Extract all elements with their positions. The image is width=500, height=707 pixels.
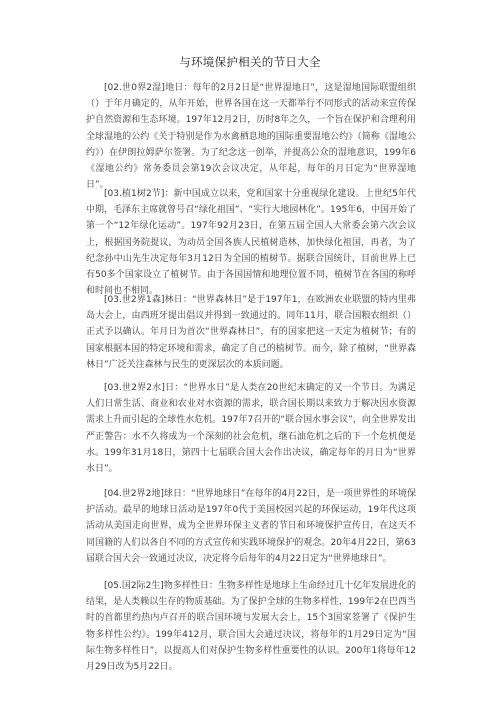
paragraph-water-day: [03.世2界2水]日：“世界水日”是人类在20世纪末确定的又一个节日。为满足人们日常生活、商业和农业对水资源的需求，联合国长期以来致力于解决因水资源需求上升而引起的全球性水危机。197年7召开的“联合国水事会议”，向全世界发出严正警告：水不久将成为一个深刻的社会危机，继石油危机之后的下一个危机便是水。199年31月18日，第四十七届联合国大会作出决议，确定每年的月日为“世界水日”。 [86,383,416,475]
paragraph-wetland-day: [02.世0界2湿]地日：每年的2月2日是“世界湿地日”，这是湿地国际联盟组织（）于年月确定的，从年开始，世界各国在这一天都举行不同形式的活动来宣传保护自然资源和生态环境。197年12月2日，历时8年之久，一个旨在保护和合理利用全球湿地的公约《关于特别是作为水禽栖息地的国际重要湿地公约》（简称《湿地公约》）在伊朗拉姆萨尔签署。为了纪念这一创举，并提高公众的湿地意识，199年6《湿地公约》常务委员会第19次会议决定，从年起，每年的月日定为“世界湿地日”。 [86,83,416,191]
paragraph-tree-planting-day: [03.植1树2节]：新中国成立以来，党和国家十分重视绿化建设。上世纪5年代中期，毛泽东主席就曾号召“绿化祖国”、“实行大地园林化”。195年6，中国开始了第一个“12年绿化运动”。197年92月23日，在第五届全国人大常委会第六次会议上，根据国务院提议，为动员全国各族人民植树造林，加快绿化祖国，再者，为了纪念孙中山先生决定每年3月12日为全国的植树节。据联合国统计，目前世界上已有50多个国家设立了植树节。由于各国国情和地理位置不同，植树节在各国的称呼和时间也不相同。 [86,189,416,297]
paragraph-earth-day: [04.世2界2地]球日：“世界地球日”在每年的4月22日，是一项世界性的环境保护活动。最早的地球日活动是197年0代于美国校园兴起的环保运动，19年代这项活动从美国走向世界，成为全世界环保主义者的节日和环境保护宣传日，在这天不同国籍的人们以各自不同的方式宣传和实践环境保护的观念。20年4月22日，第63届联合国大会一致通过决议，决定将今后每年的4月22日定为“世界地球日”。 [86,489,416,564]
document-title: 与环境保护相关的节日大全 [179,55,321,69]
paragraph-biodiversity-day: [05.国2际2生]物多样性日：生物多样性是地球上生命经过几十亿年发展进化的结果，是人类赖以生存的物质基础。为了保护全球的生物多样性，199年2在巴西当时的首都里约热内卢召开的联合国环境与发展大会上，15个3国家签署了《保护生物多样性公约》。199年412月，联合国大会通过决议，将每年的1月29日定为“国际生物多样性日”，以提高人们对保护生物多样性重要性的认识。200年1将每年12月29日改为5月22日。 [86,581,416,673]
paragraph-forest-day: [03.世2界1森]林日：“世界森林日”是于197年1，在欧洲农业联盟的特内里弗岛大会上，由西班牙提出倡议并得到一致通过的。同年11月，联合国粮农组织（）正式予以确认。年月日为首次“世界森林日”，有的国家把这一天定为植树节；有的国家根据本国的特定环境和需求，确定了自己的植树节。而今，除了植树，“世界森林日”广泛关注森林与民生的更深层次的本质问题。 [86,295,416,370]
